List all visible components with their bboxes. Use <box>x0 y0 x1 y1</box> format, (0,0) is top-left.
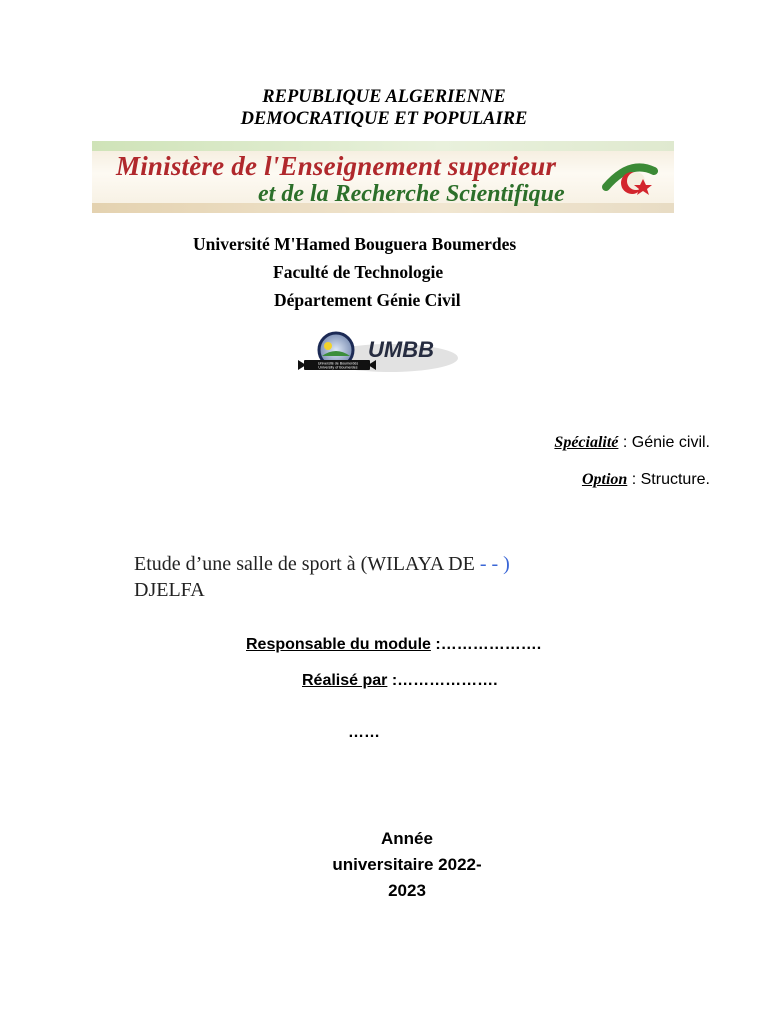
year-line-1: Année <box>381 829 433 848</box>
year-line-2: universitaire 2022- <box>332 855 482 874</box>
republic-heading <box>0 86 768 130</box>
republic-line-2: DEMOCRATIQUE ET POPULAIRE <box>240 109 528 129</box>
option-label: Option <box>581 471 628 488</box>
ministry-line-1: Ministère de l'Enseignement superieur <box>116 151 557 181</box>
specialty-line <box>554 434 710 452</box>
ministry-line-2: et de la Recherche Scientifique <box>258 181 565 207</box>
responsable-line <box>246 636 541 654</box>
republic-line-1: REPUBLIQUE ALGERIENNE <box>262 87 506 107</box>
umbb-logo <box>298 330 470 380</box>
academic-year <box>0 826 768 904</box>
responsable-value: :………………. <box>430 636 542 653</box>
study-title-bracket-icon: - - ) <box>474 553 510 575</box>
year-line-3: 2023 <box>388 881 426 900</box>
realise-label: Réalisé par <box>302 672 388 689</box>
study-title-text-1: Etude d’une salle de sport à (WILAYA DE <box>134 553 475 575</box>
study-title-line-1 <box>134 551 594 577</box>
university-name: Université M'Hamed Bouguera Boumerdes <box>193 234 517 254</box>
study-title-line-2: DJELFA <box>134 579 205 601</box>
option-line <box>582 471 710 489</box>
ministry-banner <box>92 141 674 213</box>
institution-block <box>0 230 768 314</box>
logo-caption-1: Université de Boumerdès <box>317 361 359 366</box>
logo-text: UMBB <box>368 337 434 362</box>
extra-dots: …… <box>348 724 380 741</box>
department-name: Département Génie Civil <box>274 290 461 310</box>
responsable-label: Responsable du module <box>246 636 431 653</box>
algerian-flag-icon <box>602 157 658 201</box>
banner-top-band <box>92 141 674 151</box>
realise-value: :………………. <box>387 672 498 689</box>
specialty-label: Spécialité <box>554 434 619 451</box>
option-value: : Structure. <box>627 471 710 488</box>
realise-line <box>302 672 498 690</box>
specialty-value: : Génie civil. <box>618 434 710 451</box>
study-title <box>134 551 594 603</box>
logo-caption-2: University of Boumerdes <box>318 365 358 370</box>
faculty-name: Faculté de Technologie <box>273 262 444 282</box>
